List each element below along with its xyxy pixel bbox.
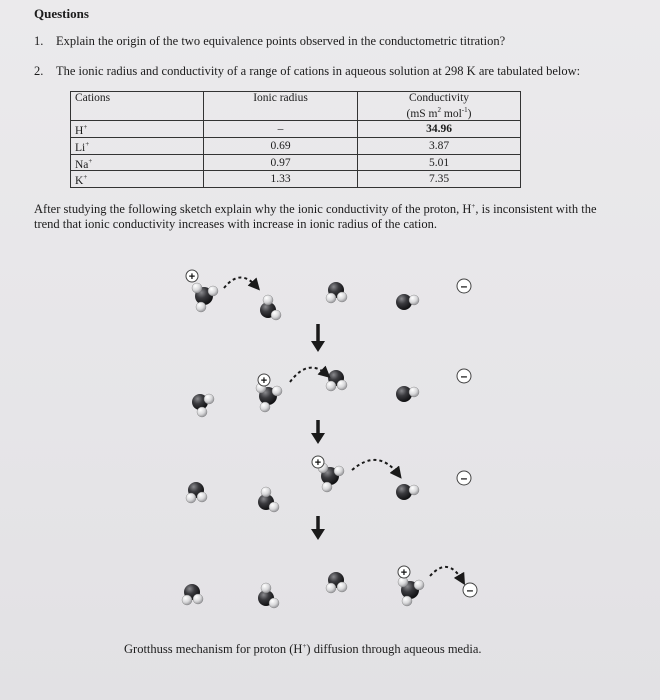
down-arrow xyxy=(311,324,325,352)
cell-radius: 1.33 xyxy=(204,171,358,188)
water-molecule xyxy=(192,394,214,417)
svg-text:+: + xyxy=(314,457,322,469)
minus-charge-marker xyxy=(463,583,477,597)
proton-hop-arrow xyxy=(224,277,256,288)
minus-charge-marker xyxy=(457,279,471,293)
minus-charge-marker xyxy=(457,471,471,485)
water-molecule xyxy=(258,583,279,608)
row-1 xyxy=(192,277,419,320)
svg-text:–: – xyxy=(460,279,468,293)
proton-hop-arrow xyxy=(352,460,398,474)
row-3 xyxy=(186,460,419,512)
header-cations: Cations xyxy=(71,92,204,121)
hydroxide-molecule xyxy=(396,294,419,310)
minus-charge-marker xyxy=(457,369,471,383)
row-4 xyxy=(182,567,462,608)
cell-radius: – xyxy=(204,121,358,138)
down-arrow xyxy=(311,516,325,540)
water-molecule xyxy=(326,282,347,303)
svg-text:+: + xyxy=(188,271,196,283)
hydronium-molecule xyxy=(192,283,218,312)
svg-text:–: – xyxy=(466,583,474,597)
cell-cation: K+ xyxy=(71,171,204,188)
cell-cation: Li+ xyxy=(71,137,204,154)
question-1-number: 1. xyxy=(34,34,44,48)
question-2-text: The ionic radius and conductivity of a range of cations in aqueous solution at 298 K are tabulated below: xyxy=(56,64,581,78)
question-1-text: Explain the origin of the two equivalence points observed in the conductometric titration? xyxy=(56,34,506,48)
hydronium-molecule xyxy=(398,577,424,606)
hydroxide-molecule xyxy=(396,484,419,500)
cell-cation: Na+ xyxy=(71,154,204,171)
header-conductivity-line1: Conductivity xyxy=(408,92,470,104)
hydronium-molecule xyxy=(318,463,344,492)
question-2-paragraph: After studying the following sketch explain why the ionic conductivity of the proton, H+, is inconsistent with the trend that ionic conductivity increases with increase in ionic radius of the cation. xyxy=(34,202,597,232)
cell-conductivity: 3.87 xyxy=(358,137,521,154)
water-molecule xyxy=(258,487,279,512)
hydronium-molecule xyxy=(256,383,282,412)
cell-conductivity: 34.96 xyxy=(358,121,521,138)
figure-caption: Grotthuss mechanism for proton (H+) diffusion through aqueous media. xyxy=(124,642,482,657)
plus-charge-marker xyxy=(398,566,410,579)
proton-hop-arrow xyxy=(290,368,326,382)
plus-charge-marker xyxy=(258,374,270,387)
water-molecule xyxy=(326,370,347,391)
header-conductivity-units: (mS $m^2$ mol$^{-1}$) xyxy=(406,106,472,120)
proton-hop-arrow xyxy=(430,567,462,580)
down-arrow xyxy=(311,420,325,444)
section-heading: Questions xyxy=(34,6,89,21)
cell-conductivity: 7.35 xyxy=(358,171,521,188)
hydroxide-molecule xyxy=(396,386,419,402)
cell-radius: 0.69 xyxy=(204,137,358,154)
water-molecule xyxy=(326,572,347,593)
question-2-number: 2. xyxy=(34,64,44,78)
water-molecule xyxy=(182,584,203,605)
plus-charge-marker xyxy=(186,270,198,283)
row-2 xyxy=(192,368,419,417)
cell-conductivity: 5.01 xyxy=(358,154,521,171)
cell-radius: 0.97 xyxy=(204,154,358,171)
water-molecule xyxy=(260,295,281,320)
header-ionic-radius: Ionic radius xyxy=(204,92,358,121)
cell-cation: H+ xyxy=(71,121,204,138)
water-molecule xyxy=(186,482,207,503)
svg-text:+: + xyxy=(260,375,268,387)
svg-text:–: – xyxy=(460,471,468,485)
svg-text:+: + xyxy=(400,567,408,579)
svg-text:–: – xyxy=(460,369,468,383)
